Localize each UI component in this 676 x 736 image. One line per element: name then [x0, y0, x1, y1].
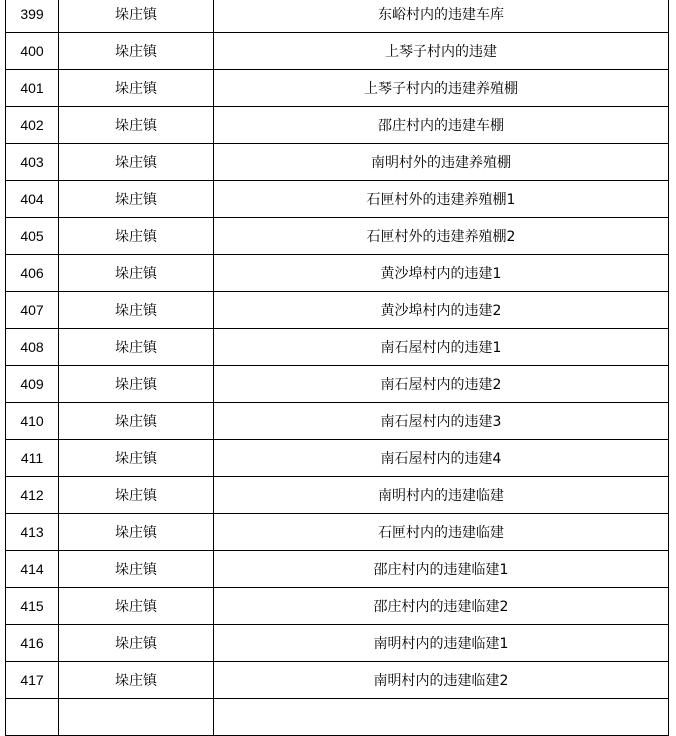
town-name: 垛庄镇 — [59, 0, 214, 33]
town-name: 垛庄镇 — [59, 551, 214, 588]
violation-description: 石匣村外的违建养殖棚1 — [214, 181, 669, 218]
town-name: 垛庄镇 — [59, 477, 214, 514]
row-number: 416 — [6, 625, 59, 662]
town-name: 垛庄镇 — [59, 440, 214, 477]
violation-description: 石匣村内的违建临建 — [214, 514, 669, 551]
row-number: 412 — [6, 477, 59, 514]
town-name: 垛庄镇 — [59, 329, 214, 366]
violation-description: 东峪村内的违建车库 — [214, 0, 669, 33]
town-name: 垛庄镇 — [59, 588, 214, 625]
violation-description: 南石屋村内的违建1 — [214, 329, 669, 366]
row-number: 408 — [6, 329, 59, 366]
row-number: 407 — [6, 292, 59, 329]
violation-description: 黄沙埠村内的违建1 — [214, 255, 669, 292]
violation-description: 石匣村外的违建养殖棚2 — [214, 218, 669, 255]
table-row — [6, 625, 669, 662]
town-name: 垛庄镇 — [59, 662, 214, 699]
row-number: 410 — [6, 403, 59, 440]
town-name: 垛庄镇 — [59, 144, 214, 181]
town-name: 垛庄镇 — [59, 366, 214, 403]
table-row — [6, 181, 669, 218]
row-number: 400 — [6, 33, 59, 70]
table-row — [6, 514, 669, 551]
town-name: 垛庄镇 — [59, 218, 214, 255]
table-row — [6, 403, 669, 440]
table-row — [6, 477, 669, 514]
row-number: 404 — [6, 181, 59, 218]
violation-description: 上琴子村内的违建养殖棚 — [214, 70, 669, 107]
row-number: 399 — [6, 0, 59, 33]
violation-description: 南明村外的违建养殖棚 — [214, 144, 669, 181]
row-number: 417 — [6, 662, 59, 699]
row-number: 415 — [6, 588, 59, 625]
violation-description: 南明村内的违建临建1 — [214, 625, 669, 662]
row-number: 414 — [6, 551, 59, 588]
town-name: 垛庄镇 — [59, 33, 214, 70]
violation-description: 南石屋村内的违建3 — [214, 403, 669, 440]
town-name: 垛庄镇 — [59, 292, 214, 329]
violation-description: 南石屋村内的违建4 — [214, 440, 669, 477]
table-row — [6, 33, 669, 70]
row-number: 401 — [6, 70, 59, 107]
row-number: 405 — [6, 218, 59, 255]
table-row — [6, 366, 669, 403]
table-row — [6, 440, 669, 477]
table-row — [6, 107, 669, 144]
row-number: 413 — [6, 514, 59, 551]
town-name: 垛庄镇 — [59, 255, 214, 292]
town-name: 垛庄镇 — [59, 514, 214, 551]
violation-description: 邵庄村内的违建车棚 — [214, 107, 669, 144]
violation-description: 南石屋村内的违建2 — [214, 366, 669, 403]
violation-description: 黄沙埠村内的违建2 — [214, 292, 669, 329]
town-name: 垛庄镇 — [59, 107, 214, 144]
table-row — [6, 588, 669, 625]
row-number: 402 — [6, 107, 59, 144]
violation-description: 上琴子村内的违建 — [214, 33, 669, 70]
violation-description: 南明村内的违建临建 — [214, 477, 669, 514]
table-row — [6, 144, 669, 181]
town-name — [59, 699, 214, 736]
table-row — [6, 0, 669, 33]
town-name: 垛庄镇 — [59, 181, 214, 218]
row-number: 406 — [6, 255, 59, 292]
town-name: 垛庄镇 — [59, 403, 214, 440]
row-number: 411 — [6, 440, 59, 477]
row-number: 409 — [6, 366, 59, 403]
table-row — [6, 255, 669, 292]
row-number — [6, 699, 59, 736]
table-row — [6, 292, 669, 329]
table-row — [6, 329, 669, 366]
town-name: 垛庄镇 — [59, 625, 214, 662]
row-number: 403 — [6, 144, 59, 181]
table-row — [6, 70, 669, 107]
violation-description: 南明村内的违建临建2 — [214, 662, 669, 699]
table-row — [6, 662, 669, 699]
table-row — [6, 218, 669, 255]
violation-description — [214, 699, 669, 736]
violation-description: 邵庄村内的违建临建1 — [214, 551, 669, 588]
table-row — [6, 551, 669, 588]
town-name: 垛庄镇 — [59, 70, 214, 107]
table-row-partial — [6, 699, 669, 736]
violation-description: 邵庄村内的违建临建2 — [214, 588, 669, 625]
violation-table — [5, 0, 669, 736]
